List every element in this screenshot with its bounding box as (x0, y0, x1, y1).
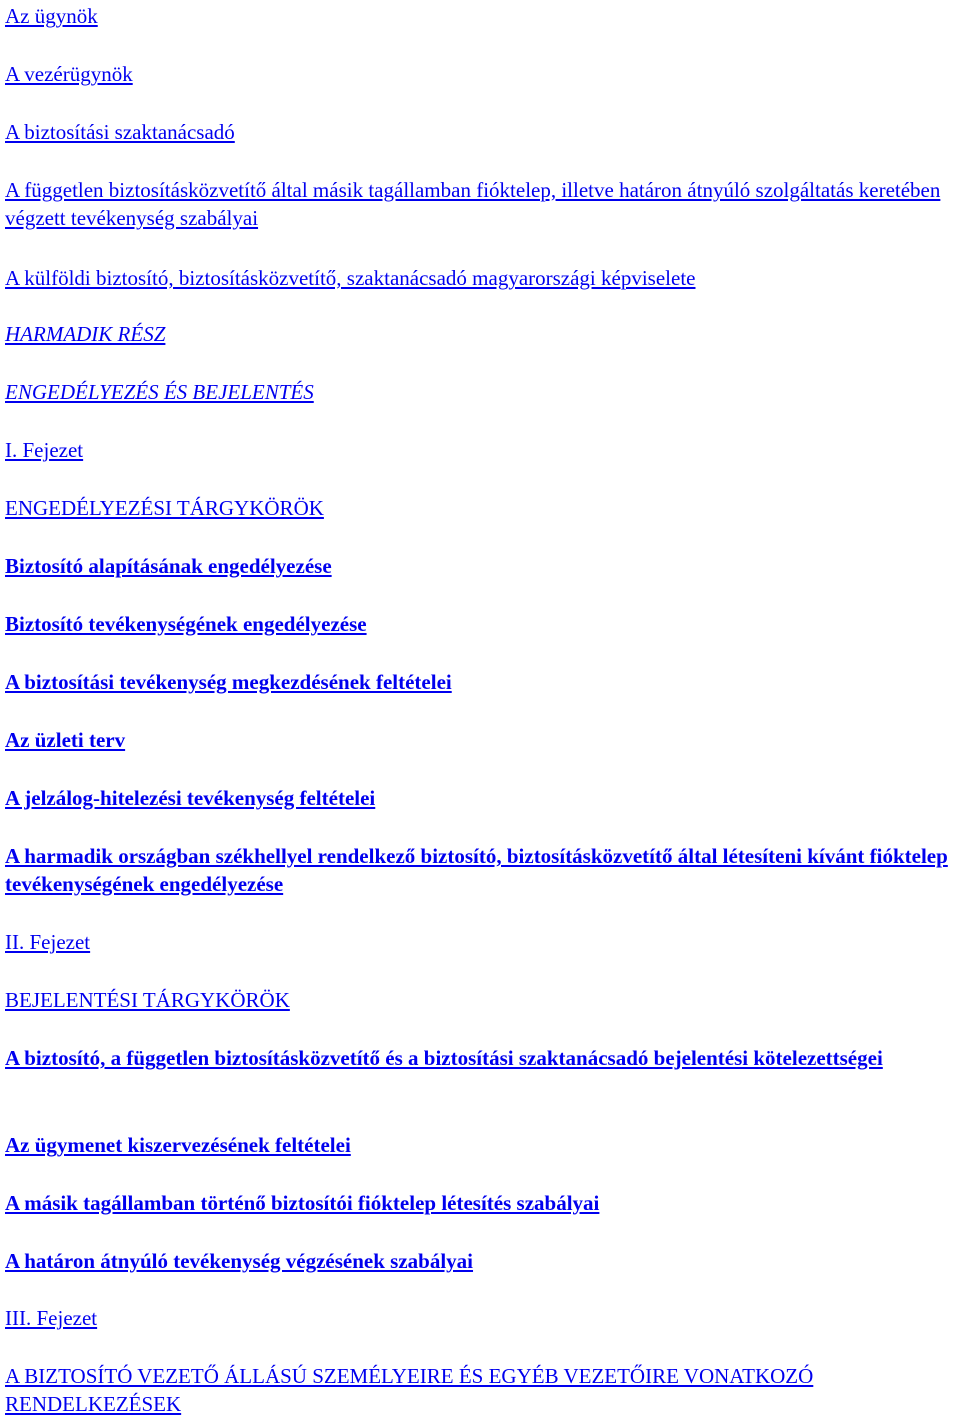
toc-link-harmadik-orszag-fioktelep[interactable]: A harmadik országban székhellyel rendelkező biztosító, biztosításközvetítő által létesíteni kívánt fióktelep tevékenységének engedélyezése (5, 844, 948, 896)
toc-link-uzleti-terv[interactable]: Az üzleti terv (5, 728, 126, 752)
toc-link-engedelyezes-es-bejelentes[interactable]: ENGEDÉLYEZÉS ÉS BEJELENTÉS (5, 380, 314, 404)
toc-link-kulfoldi-kepviselet[interactable]: A külföldi biztosító, biztosításközvetítő, szaktanácsadó magyarországi képviselete (5, 266, 696, 290)
toc-link-bejelentesi-kotelezettsegek[interactable]: A biztosító, a független biztosításközvetítő és a biztosítási szaktanácsadó bejelentési kötelezettségei (5, 1046, 883, 1070)
toc-link-i-fejezet[interactable]: I. Fejezet (5, 438, 84, 462)
toc-link-hataron-atnyulo-tevekenyseg[interactable]: A határon átnyúló tevékenység végzésének szabályai (5, 1249, 474, 1273)
toc-link-ii-fejezet[interactable]: II. Fejezet (5, 930, 91, 954)
toc-link-iii-fejezet[interactable]: III. Fejezet (5, 1306, 98, 1330)
toc-link-az-ugynok[interactable]: Az ügynök (5, 4, 98, 28)
toc-link-ugymenet-kiszervezes[interactable]: Az ügymenet kiszervezésének feltételei (5, 1133, 351, 1157)
toc-link-biztositasi-szaktanacsado[interactable]: A biztosítási szaktanácsadó (5, 120, 235, 144)
toc-link-biztosito-tevekenyseg-engedelyezese[interactable]: Biztosító tevékenységének engedélyezése (5, 612, 367, 636)
toc-link-jelzalog-hitelezes[interactable]: A jelzálog-hitelezési tevékenység feltételei (5, 786, 376, 810)
toc-link-harmadik-resz[interactable]: HARMADIK RÉSZ (5, 322, 166, 346)
toc-link-a-vezerugynok[interactable]: A vezérügynök (5, 62, 133, 86)
toc-link-fuggetlen-kozvetito-szabalyai[interactable]: A független biztosításközvetítő által másik tagállamban fióktelep, illetve határon átnyúló szolgáltatás keretében végzett tevékenység szabályai (5, 178, 941, 230)
toc-link-megkezdes-feltetelei[interactable]: A biztosítási tevékenység megkezdésének feltételei (5, 670, 452, 694)
toc-link-engedelyezesi-targykorok[interactable]: ENGEDÉLYEZÉSI TÁRGYKÖRÖK (5, 496, 324, 520)
toc-link-masik-tagallam-fioktelep[interactable]: A másik tagállamban történő biztosítói fióktelep létesítés szabályai (5, 1191, 600, 1215)
toc-link-biztosito-alapitasa[interactable]: Biztosító alapításának engedélyezése (5, 554, 332, 578)
toc-link-vezeto-allasu-szemelyek[interactable]: A BIZTOSÍTÓ VEZETŐ ÁLLÁSÚ SZEMÉLYEIRE ÉS EGYÉB VEZETŐIRE VONATKOZÓ RENDELKEZÉSEK (5, 1364, 814, 1416)
toc-link-bejelentesi-targykorok[interactable]: BEJELENTÉSI TÁRGYKÖRÖK (5, 988, 290, 1012)
